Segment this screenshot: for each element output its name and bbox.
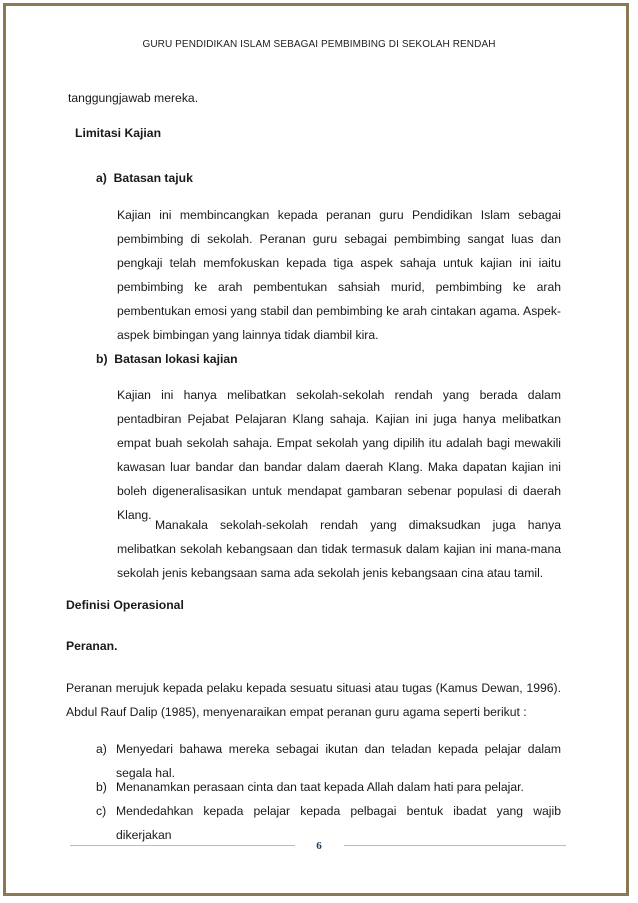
subheading-batasan-tajuk: a) Batasan tajuk bbox=[96, 171, 193, 185]
list-item bbox=[96, 775, 561, 799]
paragraph-batasan-tajuk: Kajian ini membincangkan kepada peranan guru Pendidikan Islam sebagai pembimbing di sekolah. Peranan guru sebagai pembimbing sangat luas dan pengkaji telah memfokuskan kepada tiga aspek sahaja untuk kajian ini iaitu pembimbing ke arah pembentukan sahsiah murid, pembimbing ke arah pembentukan emosi yang stabil dan pembimbing ke arah cintakan agama. Aspek-aspek bimbingan yang lainnya tidak diambil kira. bbox=[117, 208, 561, 342]
paragraph-sekolah-kebangsaan: Manakala sekolah-sekolah rendah yang dimaksudkan juga hanya melibatkan sekolah kebangsaan dan tidak termasuk dalam kajian ini mana-mana sekolah jenis kebangsaan sama ada sekolah jenis kebangsaan cina atau tamil. bbox=[117, 518, 561, 580]
list-item bbox=[96, 799, 561, 842]
paragraph-peranan: Peranan merujuk kepada pelaku kepada sesuatu situasi atau tugas (Kamus Dewan, 1996). Abdul Rauf Dalip (1985), menyenaraikan empat peranan guru agama seperti berikut : bbox=[66, 681, 561, 719]
running-header: GURU PENDIDIKAN ISLAM SEBAGAI PEMBIMBING DI SEKOLAH RENDAH bbox=[142, 39, 496, 50]
footer-divider-left bbox=[70, 845, 295, 846]
list-text: Menanamkan perasaan cinta dan taat kepada Allah dalam hati para pelajar. bbox=[116, 780, 524, 794]
subheading-peranan: Peranan. bbox=[66, 639, 118, 653]
section-heading-definisi: Definisi Operasional bbox=[66, 598, 184, 612]
subheading-batasan-lokasi: b) Batasan lokasi kajian bbox=[96, 352, 238, 366]
list-marker: c) bbox=[96, 804, 107, 818]
list-marker: a) bbox=[96, 742, 107, 756]
list-text: Menyedari bahawa mereka sebagai ikutan dan teladan kepada pelajar dalam segala hal. bbox=[116, 742, 561, 780]
intro-text: tanggungjawab mereka. bbox=[68, 91, 199, 105]
footer-divider-right bbox=[344, 845, 566, 846]
paragraph-batasan-lokasi: Kajian ini hanya melibatkan sekolah-sekolah rendah yang berada dalam pentadbiran Pejabat Pelajaran Klang sahaja. Kajian ini juga hanya melibatkan empat buah sekolah sahaja. Empat sekolah yang dipilih itu adalah bagi mewakili kawasan luar bandar dan bandar dalam daerah Klang. Maka dapatan kajian ini boleh digeneralisasikan untuk mendapat gambaran sebenar populasi di daerah Klang. bbox=[117, 388, 561, 522]
list-text: Mendedahkan kepada pelajar kepada pelbagai bentuk ibadat yang wajib dikerjakan bbox=[116, 804, 561, 842]
page-number: 6 bbox=[316, 840, 322, 852]
list-marker: b) bbox=[96, 780, 107, 794]
section-heading-limitasi: Limitasi Kajian bbox=[75, 126, 162, 140]
